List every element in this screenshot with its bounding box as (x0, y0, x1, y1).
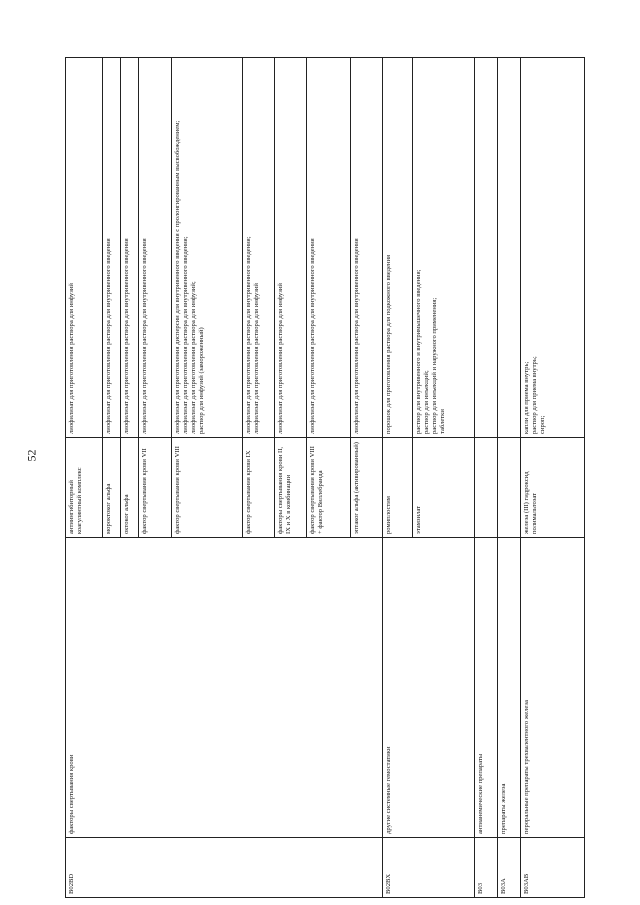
drug-name-cell: антиингибиторный коагулянтный комплекс (66, 438, 103, 538)
dosage-form-cell (121, 58, 139, 438)
dosage-form-cell (497, 58, 520, 438)
dosage-form-line: капли для приема внутрь; (522, 361, 530, 434)
drug-name-cell: этамзилат (412, 438, 474, 538)
dosage-form-cell (307, 58, 351, 438)
dosage-form-cell (139, 58, 171, 438)
dosage-form-line: лиофилизат для приготовления раствора для внутривенного введения; (244, 236, 252, 434)
dosage-form-cell (66, 58, 103, 438)
drug-name-cell: ромиплостим (382, 438, 412, 538)
drug-name-cell: октоког альфа (121, 438, 139, 538)
table-row (66, 58, 103, 898)
dosage-form-cell (382, 58, 412, 438)
dosage-form-cell (350, 58, 382, 438)
atc-code-cell: B02BX (382, 838, 474, 898)
drug-list-table (65, 57, 585, 898)
table-row (474, 58, 497, 898)
drug-name-cell: железа (III) гидроксид полимальтозат (520, 438, 584, 538)
atc-code-cell: B02BD (66, 838, 383, 898)
drug-name-cell (497, 438, 520, 538)
table-row (520, 58, 584, 898)
table-row (382, 58, 412, 898)
atc-code-cell: B03AB (520, 838, 584, 898)
dosage-form-cell (412, 58, 474, 438)
dosage-form-line: лиофилизат для приготовления раствора для внутривенного введения (123, 238, 131, 434)
drug-name-cell: факторы свертывания крови II, IX и X в комбинации (274, 438, 306, 538)
dosage-form-line: лиофилизат для приготовления раствора для инфузий (276, 283, 284, 434)
dosage-form-cell (520, 58, 584, 438)
table-body (66, 58, 585, 898)
dosage-form-line: порошок для приготовления раствора для подкожного введения (384, 254, 392, 434)
dosage-form-line: лиофилизат для приготовления дисперсии для внутривенного введения с пролонгированным высвобождением; (173, 120, 181, 434)
dosage-form-line: таблетки (439, 409, 447, 434)
drug-name-cell: эптаког альфа (активированный) (350, 438, 382, 538)
dosage-form-line: раствор для инъекций и наружного применения; (431, 297, 439, 434)
table-row (497, 58, 520, 898)
drug-name-cell: фактор свертывания крови VIII + фактор Виллебранда (307, 438, 351, 538)
rotated-sheet (65, 58, 585, 898)
dosage-form-cell (171, 58, 242, 438)
group-name-cell: факторы свертывания крови (66, 538, 383, 838)
dosage-form-line: раствор для приема внутрь; (530, 356, 538, 434)
drug-name-cell: фактор свертывания крови VII (139, 438, 171, 538)
drug-name-cell (474, 438, 497, 538)
dosage-form-line: лиофилизат для приготовления раствора для внутривенного введения (141, 238, 149, 434)
drug-name-cell: фактор свертывания крови IX (242, 438, 274, 538)
dosage-form-cell (102, 58, 120, 438)
dosage-form-cell (242, 58, 274, 438)
dosage-form-line: лиофилизат для приготовления раствора для инфузий; (190, 281, 198, 434)
dosage-form-line: лиофилизат для приготовления раствора для инфузий (68, 283, 75, 434)
dosage-form-line: раствор для инъекций; (422, 370, 430, 434)
dosage-form-line: лиофилизат для приготовления раствора для внутривенного введения (309, 238, 317, 434)
dosage-form-line: лиофилизат для приготовления раствора для внутривенного введения (104, 238, 112, 434)
group-name-cell: другие системные гемостатики (382, 538, 474, 838)
group-name-cell: препараты железа (497, 538, 520, 838)
atc-code-cell: B03A (497, 838, 520, 898)
dosage-form-line: лиофилизат для приготовления раствора для внутривенного введения (352, 238, 360, 434)
dosage-form-line: сироп; (539, 415, 547, 434)
dosage-form-line: лиофилизат для приготовления раствора для внутривенного введения; (181, 236, 189, 434)
atc-code-cell: B03 (474, 838, 497, 898)
drug-name-cell: мороктоког альфа (102, 438, 120, 538)
drug-name-cell: фактор свертывания крови VIII (171, 438, 242, 538)
dosage-form-line: раствор для внутривенного и внутримышечного введения; (414, 269, 422, 434)
group-name-cell: антианемические препараты (474, 538, 497, 838)
group-name-cell: пероральные препараты трехвалентного железа (520, 538, 584, 838)
dosage-form-cell (274, 58, 306, 438)
dosage-form-line: лиофилизат для приготовления раствора для инфузий (253, 283, 261, 434)
dosage-form-line: раствор для инфузий (замороженный) (198, 327, 206, 434)
dosage-form-cell (474, 58, 497, 438)
page-number: 52 (24, 449, 39, 462)
